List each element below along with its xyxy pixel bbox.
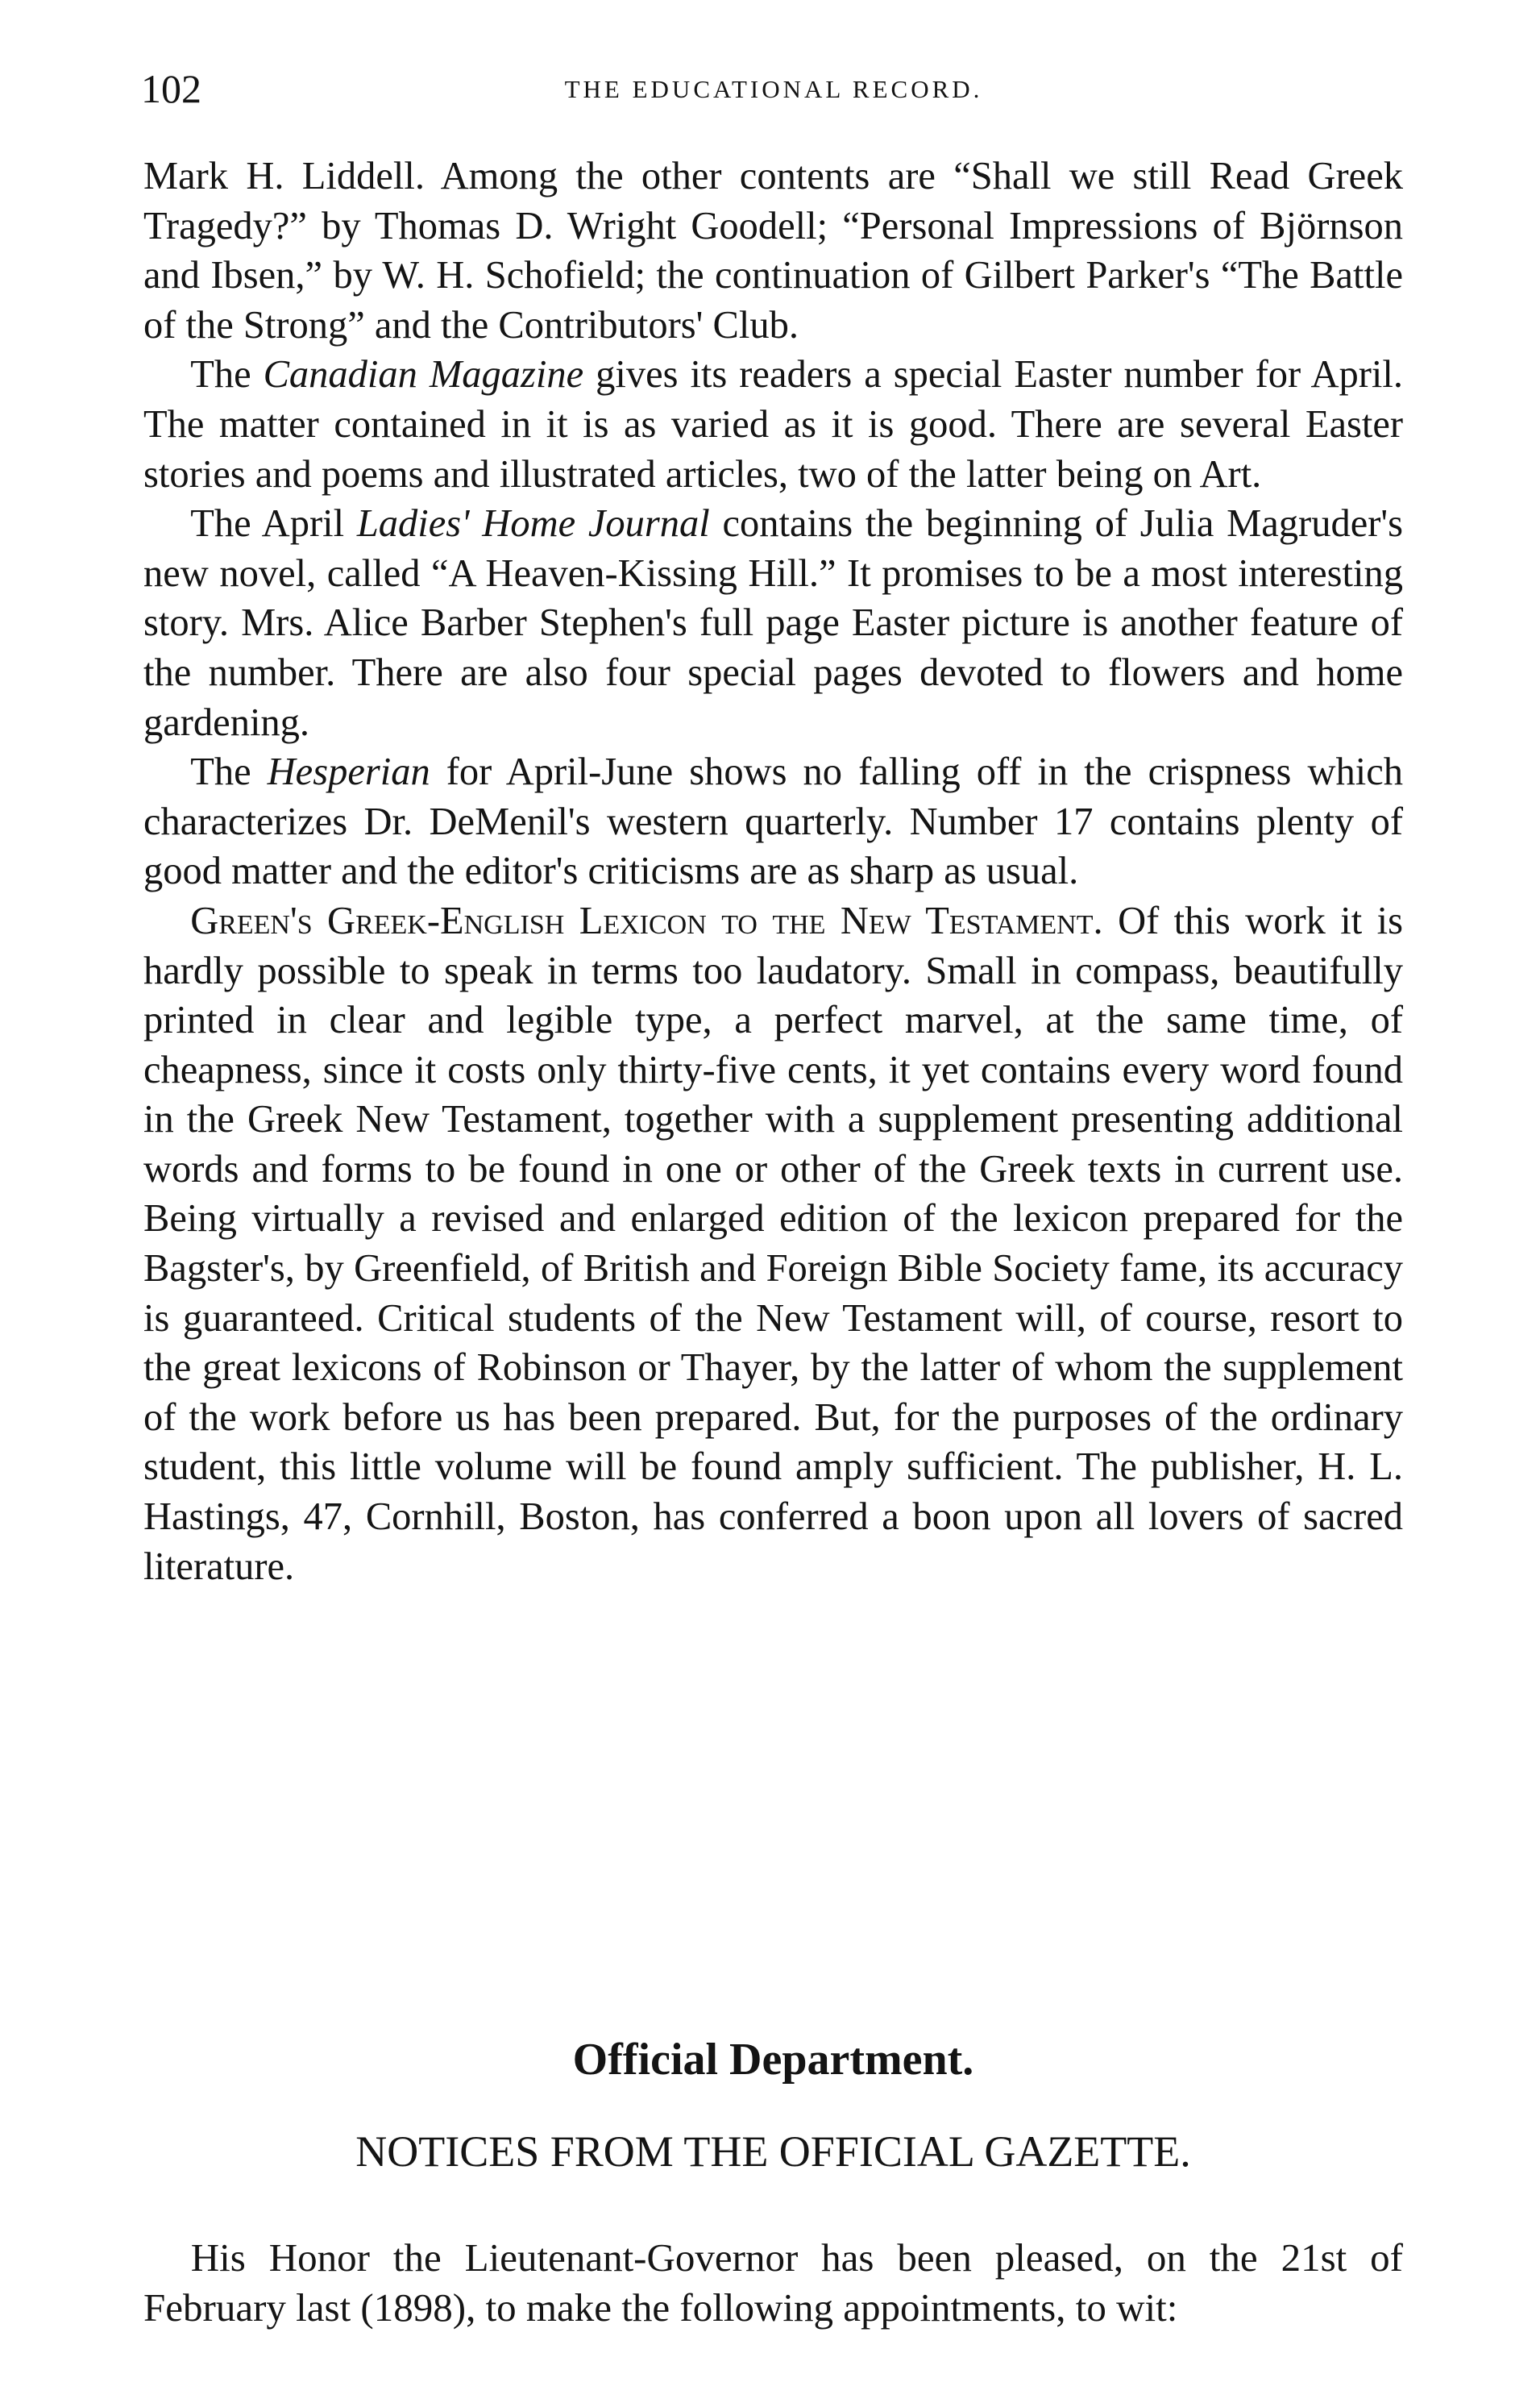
notice-paragraph: His Honor the Lieutenant-Governor has been pleased, on the 21st of February last (1898), to make the following appointments, to wit: xyxy=(143,2235,1403,2330)
page-number: 102 xyxy=(141,66,201,111)
paragraph-post: for April-June shows no falling off in the crispness which characterizes Dr. DeMenil's western quarterly. Number 17 contains plenty of good matter and the editor's criticisms are as sharp as usual. xyxy=(143,750,1403,893)
running-head xyxy=(141,64,1406,113)
paragraph-post: gives its readers a special Easter number for April. The matter contained in it is as varied as it is good. There are several Easter stories and poems and illustrated articles, two of the latter being on Art. xyxy=(143,353,1404,496)
journal-title: THE EDUCATIONAL RECORD. xyxy=(564,75,983,103)
magazine-title: Hesperian xyxy=(267,750,430,794)
notice-body xyxy=(143,2233,1403,2333)
magazine-title: Ladies' Home Journal xyxy=(356,502,710,546)
paragraph-post: contains the beginning of Julia Magruder's new novel, called “A Heaven-Kissing Hill.” It promises to be a most interesting story. Mrs. Alice Barber Stephen's full page Easter picture is another feature of the number. There are also four special pages devoted to flowers and home gardening. xyxy=(143,502,1403,744)
section-heading: Official Department. xyxy=(572,2035,974,2085)
paragraph-pre: The April xyxy=(190,502,357,546)
paragraph-canadian-magazine xyxy=(143,350,1403,499)
magazine-title: Canadian Magazine xyxy=(263,353,584,397)
paragraph-post: Of this work it is hardly possible to speak in terms too laudatory. Small in compass, beautifully printed in clear and legible type, a perfect marvel, at the same time, of cheapness, since it costs only thirty-five cents, it yet contains every word found in the Greek New Testament, together with a supplement presenting additional words and forms to be found in one or other of the Greek texts in current use. Being virtually a revised and enlarged edition of the lexicon prepared for the Bagster's, by Greenfield, of British and Foreign Bible Society fame, its accuracy is guaranteed. Critical students of the New Testament will, of course, resort to the great lexicons of Robinson or Thayer, by the latter of whom the supplement of the work before us has been prepared. But, for the purposes of the ordinary student, this little volume will be found amply sufficient. The publisher, H. L. Hastings, 47, Cornhill, Boston, has conferred a boon upon all lovers of sacred literature. xyxy=(143,899,1403,1588)
paragraph-hesperian xyxy=(143,747,1403,896)
paragraph-greek-lexicon xyxy=(143,896,1403,1591)
paragraph-ladies-home-journal xyxy=(143,499,1403,747)
paragraph-pre: The xyxy=(190,353,264,397)
lexicon-title: Green's Greek-English Lexicon to the New Testament. xyxy=(190,899,1103,942)
article-body xyxy=(143,152,1403,1591)
paragraph-atlantic-contents xyxy=(143,152,1403,350)
gazette-heading: NOTICES FROM THE OFFICIAL GAZETTE. xyxy=(355,2127,1191,2176)
paragraph-text: Mark H. Liddell. Among the other contents are “Shall we still Read Greek Tragedy?” by Thomas D. Wright Goodell; “Personal Impressions of Björnson and Ibsen,” by W. H. Schofield; the continuation of Gilbert Parker's “The Battle of the Strong” and the Contributors' Club. xyxy=(143,155,1403,347)
paragraph-pre: The xyxy=(190,750,268,794)
